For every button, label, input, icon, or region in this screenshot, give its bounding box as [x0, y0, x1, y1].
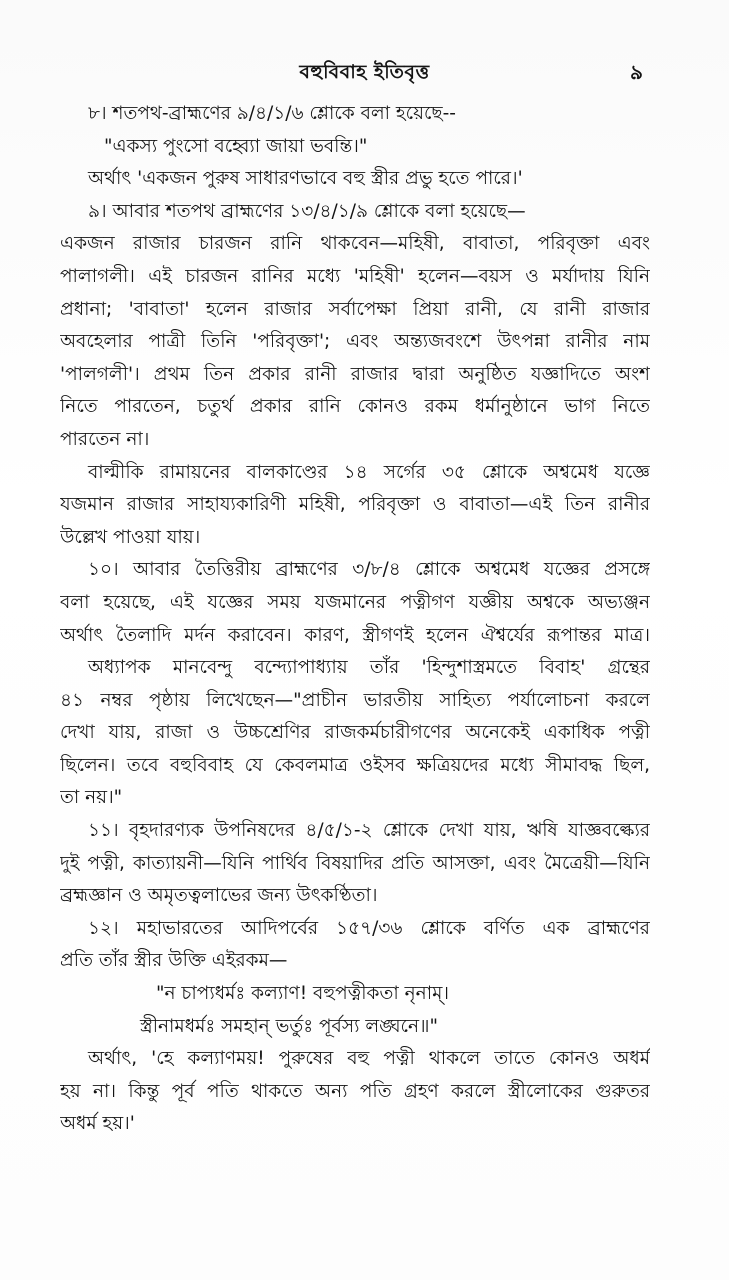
text-line: ৪১ নম্বর পৃষ্ঠায় লিখেছেন—"প্রাচীন ভারতীয় সাহিত্য পর্যালোচনা করলে [60, 689, 650, 711]
text-line: একজন রাজার চারজন রানি থাকবেন—মহিষী, বাবাতা, পরিবৃক্তা এবং [60, 233, 650, 255]
body-text [60, 98, 650, 1141]
text-line: অধর্ম হয়।' [60, 1113, 135, 1135]
text-line: ১১। বৃহদারণ্যক উপনিষদের ৪/৫/১-২ শ্লোকে দেখা যায়, ঋষি যাজ্ঞবল্ক্যের [88, 820, 650, 842]
text-line: ১২। মহাভারতের আদিপর্বের ১৫৭/৩৬ শ্লোকে বর্ণিত এক ব্রাহ্মণের [88, 917, 650, 939]
text-line: হয় না। কিন্তু পূর্ব পতি থাকতে অন্য পতি গ্রহণ করলে স্ত্রীলোকের গুরুতর [60, 1080, 650, 1102]
text-line: অর্থাৎ তৈলাদি মর্দন করাবেন। কারণ, স্ত্রীগণই হলেন ঐশ্বর্যের রূপান্তর মাত্র। [60, 624, 650, 646]
book-title: বহুবিবাহ ইতিবৃত্ত [299, 61, 430, 83]
text-line: 'পালগলী'। প্রথম তিন প্রকার রানী রাজার দ্বারা অনুষ্ঠিত যজ্ঞাদিতে অংশ [60, 363, 650, 385]
text-line: বলা হয়েছে, এই যজ্ঞের সময় যজমানের পত্নীগণ যজ্ঞীয় অশ্বকে অভ্যঞ্জন [60, 591, 650, 613]
text-line: প্রধানা; 'বাবাতা' হলেন রাজার সর্বাপেক্ষা প্রিয়া রানী, যে রানী রাজার [60, 298, 650, 320]
text-line: ৮। শতপথ-ব্রাহ্মণের ৯/৪/১/৬ শ্লোকে বলা হয়েছে-- [88, 103, 456, 124]
text-line: দুই পত্নী, কাত্যায়নী—যিনি পার্থিব বিষয়াদির প্রতি আসক্তা, এবং মৈত্রেয়ী—যিনি [60, 852, 650, 874]
text-line: ছিলেন। তবে বহুবিবাহ যে কেবলমাত্র ওইসব ক্ষত্রিয়দের মধ্যে সীমাবদ্ধ ছিল, [60, 754, 650, 776]
text-line: অবহেলার পাত্রী তিনি 'পরিবৃক্তা'; এবং অন্ত্যজবংশে উৎপন্না রানীর নাম [60, 331, 650, 353]
text-line: "একস্য পুংসো বহ্ব্যো জায়া ভবন্তি।" [104, 135, 368, 157]
text-line: পালাগলী। এই চারজন রানির মধ্যে 'মহিষী' হলেন—বয়স ও মর্যাদায় যিনি [60, 265, 650, 287]
text-line: পারতেন না। [60, 428, 150, 450]
text-line: যজমান রাজার সাহায্যকারিণী মহিষী, পরিবৃক্তা ও বাবাতা—এই তিন রানীর [60, 494, 650, 516]
text-line: ৯। আবার শতপথ ব্রাহ্মণের ১৩/৪/১/৯ শ্লোকে বলা হয়েছে— [88, 200, 526, 222]
text-line: তা নয়।" [60, 787, 123, 809]
running-header [0, 52, 729, 92]
text-line: প্রতি তাঁর স্ত্রীর উক্তি এইরকম— [60, 950, 288, 972]
text-line: অর্থাৎ 'একজন পুরুষ সাধারণভাবে বহু স্ত্রীর প্রভু হতে পারে।' [88, 168, 523, 190]
text-line: দেখা যায়, রাজা ও উচ্চশ্রেণির রাজকর্মচারীগণের অনেকেই একাধিক পত্নী [60, 722, 650, 744]
text-line: বাল্মীকি রামায়নের বালকাণ্ডের ১৪ সর্গের ৩৫ শ্লোকে অশ্বমেধ যজ্ঞে [88, 461, 650, 483]
text-line: নিতে পারতেন, চতুর্থ প্রকার রানি কোনও রকম ধর্মানুষ্ঠানে ভাগ নিতে [60, 396, 650, 418]
text-line: উল্লেখ পাওয়া যায়। [60, 526, 201, 548]
text-line: অধ্যাপক মানবেন্দু বন্দ্যোপাধ্যায় তাঁর 'হিন্দুশাস্ত্রমতে বিবাহ' গ্রন্থের [88, 657, 650, 679]
text-line: ব্রহ্মজ্ঞান ও অমৃতত্বলাভের জন্য উৎকণ্ঠিতা। [60, 885, 378, 907]
text-line: স্ত্রীনামধর্মঃ সমহান্ ভর্তুঃ পূর্বস্য লঙ্ঘনে॥" [140, 1015, 439, 1037]
text-line: "ন চাপ্যধর্মঃ কল্যাণ! বহুপত্নীকতা নৃনাম্। [156, 983, 449, 1005]
text-line: ১০। আবার তৈত্তিরীয় ব্রাহ্মণের ৩/৮/৪ শ্লোকে অশ্বমেধ যজ্ঞের প্রসঙ্গে [88, 559, 650, 581]
page-number: ৯ [630, 60, 643, 84]
text-line: অর্থাৎ, 'হে কল্যাণময়! পুরুষের বহু পত্নী থাকলে তাতে কোনও অধর্ম [88, 1048, 650, 1070]
